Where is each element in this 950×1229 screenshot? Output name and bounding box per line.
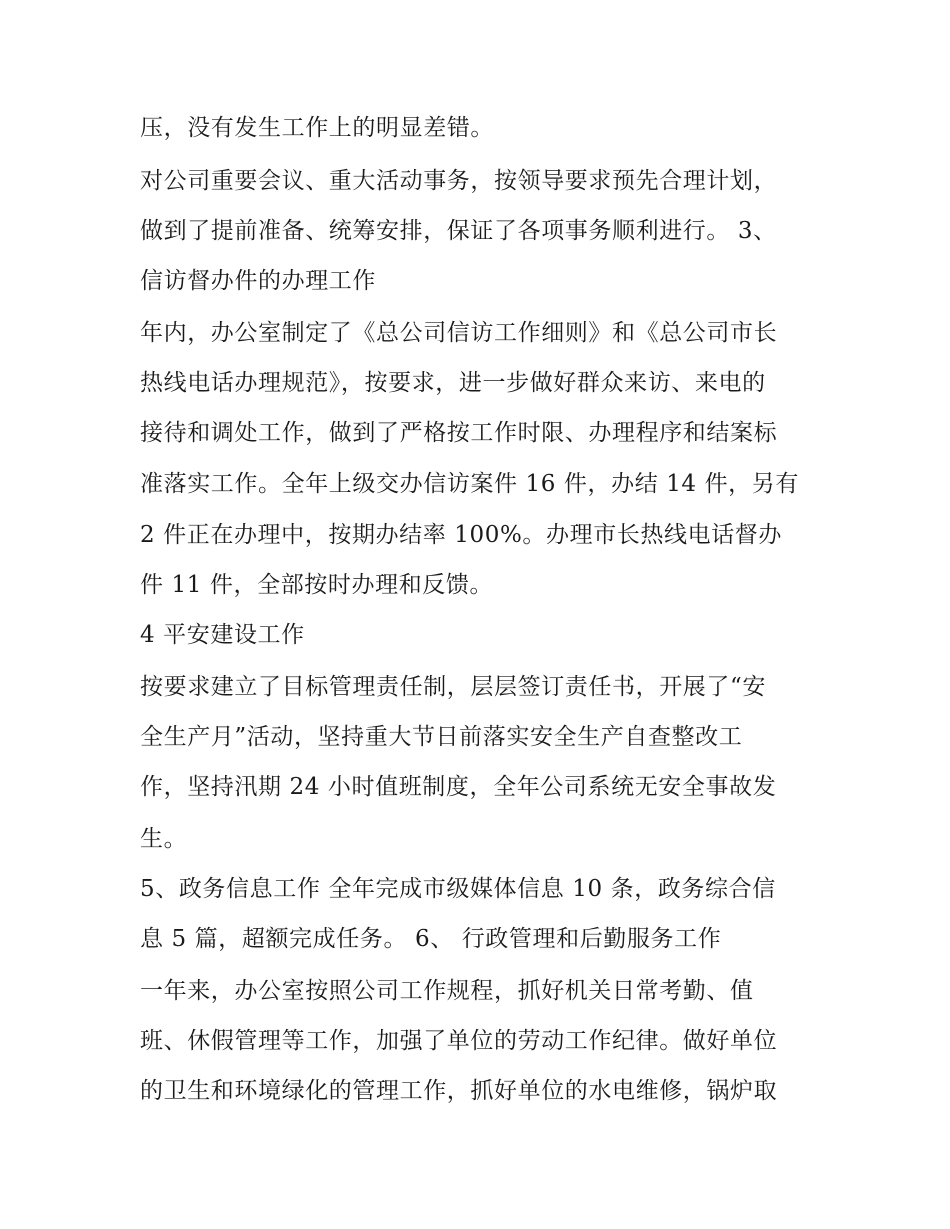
text-line: 按要求建立了目标管理责任制，层层签订责任书，开展了“安 [140, 674, 766, 700]
text-line: 对公司重要会议、重大活动事务，按领导要求预先合理计划， [140, 168, 778, 194]
text-line: 全生产月”活动，坚持重大节日前落实安全生产自查整改工 [140, 724, 743, 750]
text-line: 一年来，办公室按照公司工作规程，抓好机关日常考勤、值 [140, 978, 754, 1004]
text-line: 接待和调处工作，做到了严格按工作时限、办理程序和结案标 [140, 420, 778, 446]
text-line: 年内，办公室制定了《总公司信访工作细则》和《总公司市长 [140, 320, 778, 346]
text-line: 作，坚持汛期 24 小时值班制度，全年公司系统无安全事故发 [140, 774, 777, 800]
text-line: 4 平安建设工作 [140, 622, 305, 648]
text-line: 5、政务信息工作 全年完成市级媒体信息 10 条，政务综合信 [140, 876, 776, 902]
text-line: 生。 [140, 826, 188, 852]
text-line: 信访督办件的办理工作 [140, 268, 376, 294]
text-line: 班、休假管理等工作，加强了单位的劳动工作纪律。做好单位 [140, 1028, 778, 1054]
text-line: 息 5 篇，超额完成任务。 6、 行政管理和后勤服务工作 [140, 926, 722, 952]
text-line: 热线电话办理规范》，按要求，进一步做好群众来访、来电的 [140, 370, 766, 396]
text-line: 压，没有发生工作上的明显差错。 [140, 115, 494, 141]
text-line: 2 件正在办理中，按期办结率 100%。办理市长热线电话督办 [140, 522, 783, 548]
text-line: 件 11 件，全部按时办理和反馈。 [140, 572, 494, 598]
text-line: 准落实工作。全年上级交办信访案件 16 件，办结 14 件，另有 [140, 471, 799, 497]
text-line: 的卫生和环境绿化的管理工作，抓好单位的水电维修，锅炉取 [140, 1078, 778, 1104]
text-line: 做到了提前准备、统筹安排，保证了各项事务顺利进行。 3、 [140, 218, 777, 244]
